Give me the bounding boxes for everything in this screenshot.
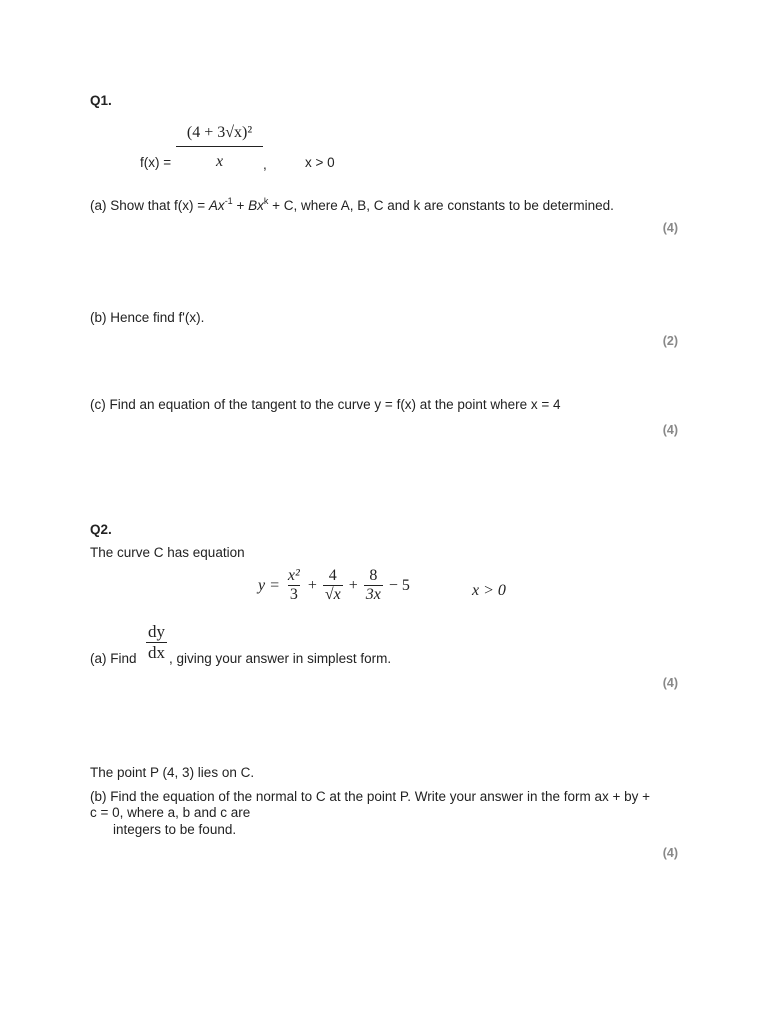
q1-a-exp2: k xyxy=(263,196,269,206)
q2-a-marks: (4) xyxy=(662,676,678,690)
q2-term2-den: √x xyxy=(324,586,341,603)
q2-dy: dy xyxy=(148,622,165,641)
q1-a-term1: Ax xyxy=(208,198,225,213)
q2-term2 xyxy=(323,567,343,604)
q1-comma: , xyxy=(263,157,267,172)
q2-plus1: + xyxy=(307,576,317,594)
q2-dydx xyxy=(146,622,167,663)
q1-part-c: (c) Find an equation of the tangent to the curve y = f(x) at the point where x = 4 xyxy=(90,397,561,412)
q1-domain: x > 0 xyxy=(305,155,335,170)
q2-dx: dx xyxy=(148,643,165,662)
q2-domain: x > 0 xyxy=(472,582,506,599)
q1-a-marks: (4) xyxy=(662,221,678,235)
q1-f-denominator: x xyxy=(176,146,263,171)
q1-a-plus: + xyxy=(232,198,249,213)
q2-part-a-rest: , giving your answer in simplest form. xyxy=(169,651,392,666)
q2-term1-den: 3 xyxy=(289,586,298,603)
q1-f-numerator: (4 + 3√x)² xyxy=(186,124,253,141)
q2-part-a-prefix: (a) Find xyxy=(90,651,137,666)
q2-part-b-line3: integers to be found. xyxy=(113,822,237,837)
q1-a-prefix: (a) Show that f(x) = xyxy=(90,198,209,213)
q2-b-marks: (4) xyxy=(662,846,678,860)
q1-a-term2: Bx xyxy=(248,198,264,213)
q2-intro: The curve C has equation xyxy=(90,545,245,560)
q1-part-a xyxy=(90,196,614,213)
q2-term3 xyxy=(364,567,383,604)
q1-label: Q1. xyxy=(90,93,112,108)
q1-part-b: (b) Hence find f'(x). xyxy=(90,310,205,325)
q2-term1 xyxy=(286,567,302,604)
q1-c-marks: (4) xyxy=(662,423,678,437)
q2-part-b-line2: c = 0, where a, b and c are xyxy=(90,805,251,820)
q1-a-rest: + C, where A, B, C and k are constants to be determined. xyxy=(268,198,614,213)
q1-b-marks: (2) xyxy=(662,334,678,348)
q2-term3-num: 8 xyxy=(369,567,378,584)
q2-label: Q2. xyxy=(90,522,112,537)
q2-term3-den: 3x xyxy=(365,586,381,603)
q2-eq-y: y = xyxy=(258,576,280,594)
q2-term1-num: x² xyxy=(287,567,300,584)
q2-point-text: The point P (4, 3) lies on C. xyxy=(90,765,255,780)
q2-term2-num: 4 xyxy=(328,567,337,584)
q2-plus2: + xyxy=(348,576,358,594)
q2-part-b-line1: (b) Find the equation of the normal to C at the point P. Write your answer in the form ax + by + xyxy=(90,789,651,804)
q1-f-lhs: f(x) = xyxy=(140,155,172,170)
q2-equation xyxy=(258,567,410,604)
q1-f-fraction xyxy=(176,124,263,171)
q1-a-exp1: -1 xyxy=(224,196,233,206)
q2-minus: − 5 xyxy=(388,576,410,594)
